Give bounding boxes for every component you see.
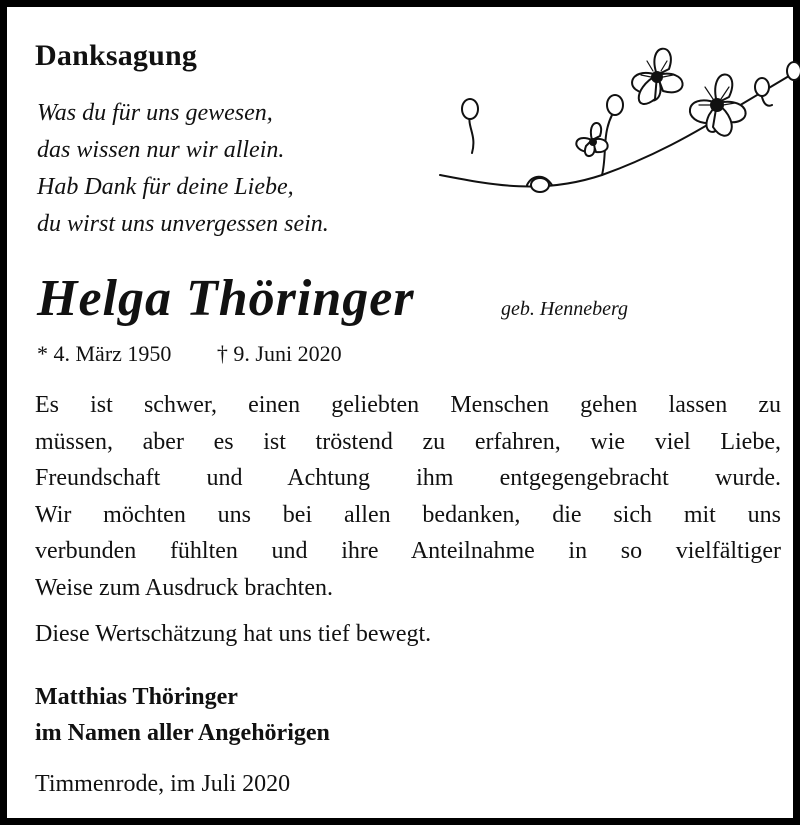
body-line: müssen, aber es ist tröstend zu erfahren, wie viel Liebe, xyxy=(35,428,781,455)
body-line: Es ist schwer, einen geliebten Menschen gehen lassen zu xyxy=(35,392,781,418)
death-date: † 9. Juni 2020 xyxy=(216,341,342,366)
signature-name: Matthias Thöringer xyxy=(35,684,238,710)
heading: Danksagung xyxy=(35,39,198,72)
birth-name: geb. Henneberg xyxy=(501,298,628,320)
poem-line: das wissen nur wir allein. xyxy=(37,137,285,163)
body-line: Weise zum Ausdruck brachten. xyxy=(35,574,333,601)
deceased-name: Helga Thöringer xyxy=(37,270,415,327)
blossom-branch-icon xyxy=(432,35,800,207)
signature-line2: im Namen aller Angehörigen xyxy=(35,720,330,746)
life-dates xyxy=(37,341,342,367)
body-line: Wir möchten uns bei allen bedanken, die sich mit uns xyxy=(35,501,781,528)
signature xyxy=(35,679,330,751)
body-line: Freundschaft und Achtung ihm entgegengebracht wurde. xyxy=(35,465,781,491)
body-line: verbunden fühlten und ihre Anteilnahme in so vielfältiger xyxy=(35,538,781,564)
closing-sentence: Diese Wertschätzung hat uns tief bewegt. xyxy=(35,621,432,647)
poem-line: Was du für uns gewesen, xyxy=(37,100,273,126)
poem-line: du wirst uns unvergessen sein. xyxy=(37,211,329,237)
poem-line: Hab Dank für deine Liebe, xyxy=(37,174,294,200)
birth-date: * 4. März 1950 xyxy=(37,341,172,366)
place-date: Timmenrode, im Juli 2020 xyxy=(35,771,291,797)
poem xyxy=(37,95,329,243)
body-text xyxy=(35,387,781,606)
